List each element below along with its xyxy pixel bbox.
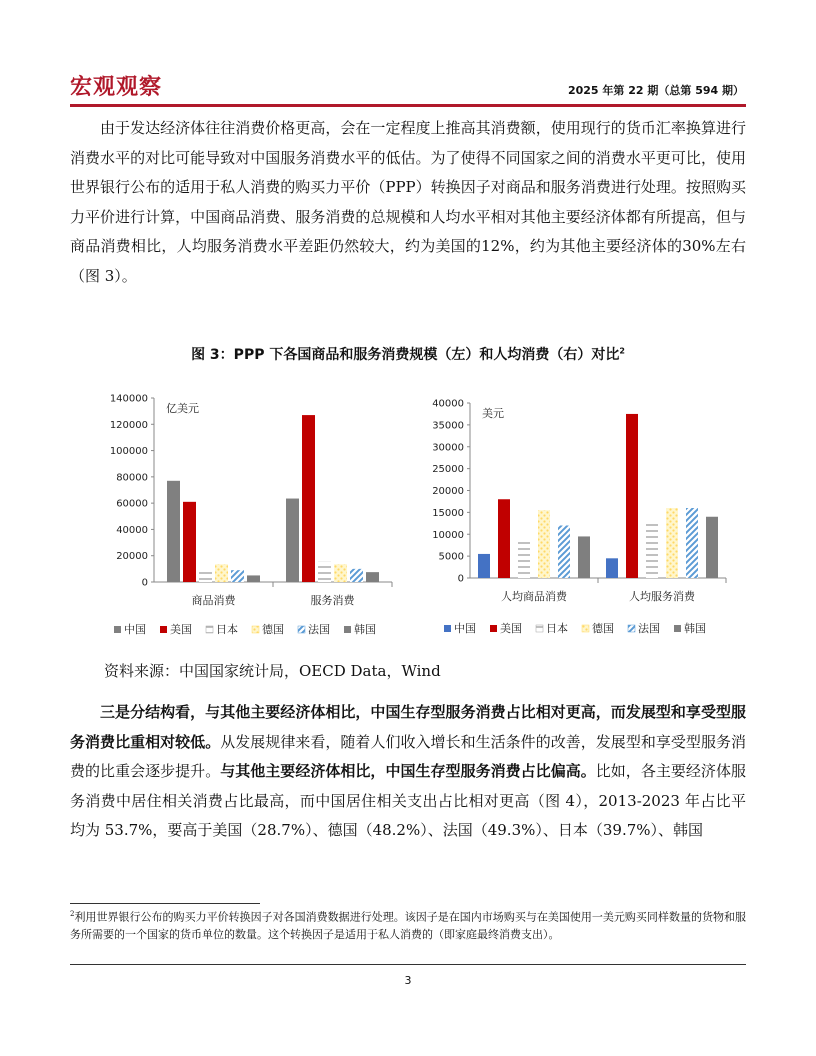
- y-tick-label: 20000: [116, 551, 148, 563]
- y-tick-label: 30000: [432, 442, 464, 454]
- chart-left-consumption-scale: [70, 385, 400, 645]
- bar-美国-商品消费: [183, 502, 196, 582]
- header-rule: [70, 104, 746, 107]
- legend-swatch-日本: [536, 625, 543, 632]
- legend-swatch-中国: [444, 625, 451, 632]
- bar-美国-人均商品消费: [498, 499, 510, 578]
- legend-label: 德国: [262, 623, 284, 636]
- category-label: 商品消费: [191, 594, 236, 607]
- bar-法国-商品消费: [231, 570, 244, 582]
- legend-label: 中国: [454, 622, 476, 635]
- paragraph-2-text-2: 比如，各主要经济体服务消费中居住相关消费占比最高，而中国居住相关支出占比相对更高（图 4），2013-2023 年占比平均为 53.7%，要高于美国（28.7%）、德国（48.2%）、法国（49.3%）、日本（39.7%）、韩国: [70, 762, 746, 839]
- legend-label: 韩国: [684, 622, 706, 635]
- bar-中国-人均商品消费: [478, 554, 490, 578]
- chart-right-per-capita-consumption: [408, 385, 738, 645]
- y-tick-label: 60000: [116, 498, 148, 510]
- category-label: 服务消费: [310, 594, 355, 607]
- legend-label: 德国: [592, 622, 614, 635]
- legend-swatch-德国: [582, 625, 589, 632]
- y-tick-label: 35000: [432, 420, 464, 432]
- bar-法国-人均商品消费: [558, 526, 570, 579]
- y-tick-label: 5000: [438, 551, 464, 563]
- legend-label: 日本: [216, 623, 238, 636]
- y-tick-label: 0: [457, 573, 464, 585]
- legend-label: 美国: [170, 623, 192, 636]
- footnote: [70, 906, 746, 943]
- bottom-rule: [70, 964, 746, 965]
- y-tick-label: 40000: [116, 524, 148, 536]
- y-tick-label: 100000: [109, 446, 148, 458]
- y-tick-label: 40000: [432, 398, 464, 410]
- bar-韩国-服务消费: [366, 572, 379, 582]
- footnote-rule: [70, 903, 260, 904]
- bar-中国-商品消费: [167, 481, 180, 582]
- y-tick-label: 15000: [432, 507, 464, 519]
- bar-中国-服务消费: [286, 499, 299, 582]
- legend-swatch-德国: [252, 626, 259, 633]
- paragraph-2-text-1: 从发展规律来看，随着人们收入增长和生活条件的改善，发展型和享受型服务消费的比重会逐步提升。: [70, 732, 746, 780]
- legend-swatch-美国: [490, 625, 497, 632]
- legend-swatch-韩国: [344, 626, 351, 633]
- bar-法国-人均服务消费: [686, 508, 698, 578]
- bar-德国-人均服务消费: [666, 508, 678, 578]
- bar-日本-人均服务消费: [646, 523, 658, 578]
- bar-韩国-人均商品消费: [578, 536, 590, 578]
- bar-德国-服务消费: [334, 564, 347, 582]
- category-label: 人均服务消费: [629, 590, 695, 603]
- legend-label: 韩国: [354, 623, 376, 636]
- legend-label: 美国: [500, 622, 522, 635]
- legend-label: 日本: [546, 622, 568, 635]
- y-tick-label: 0: [141, 577, 148, 589]
- y-tick-label: 20000: [432, 486, 464, 497]
- figure-title-text: 图 3：PPP 下各国商品和服务消费规模（左）和人均消费（右）对比: [191, 347, 620, 363]
- legend-swatch-日本: [206, 626, 213, 633]
- paragraph-2: [70, 698, 746, 846]
- figure-source: 资料来源：中国国家统计局，OECD Data，Wind: [104, 662, 441, 680]
- category-label: 人均商品消费: [501, 590, 567, 603]
- legend-swatch-法国: [298, 626, 305, 633]
- paragraph-2-bold-2: 与其他主要经济体相比，中国生存型服务消费占比偏高。: [220, 762, 596, 780]
- bar-韩国-人均服务消费: [706, 517, 718, 578]
- unit-label: 亿美元: [166, 402, 199, 415]
- y-tick-label: 25000: [432, 464, 464, 476]
- bar-德国-人均商品消费: [538, 510, 550, 578]
- y-tick-label: 80000: [116, 472, 148, 484]
- y-tick-label: 140000: [109, 393, 148, 405]
- issue-number: 2025 年第 22 期（总第 594 期）: [567, 84, 744, 97]
- paragraph-1: [70, 114, 746, 291]
- footnote-text: 利用世界银行公布的购买力平价转换因子对各国消费数据进行处理。该因子是在国内市场购买与在美国使用一美元购买同样数量的货物和服务所需要的一个国家的货币单位的数量。这个转换因子是适用于私人消费的（即家庭最终消费支出）。: [70, 910, 746, 941]
- bar-日本-人均商品消费: [518, 539, 530, 578]
- paragraph-2-bold-1: 三是分结构看，与其他主要经济体相比，中国生存型服务消费占比相对更高，而发展型和享受型服务消费比重相对较低。: [70, 703, 746, 751]
- paragraph-1-text: 由于发达经济体往往消费价格更高，会在一定程度上推高其消费额，使用现行的货币汇率换算进行消费水平的对比可能导致对中国服务消费水平的低估。为了使得不同国家之间的消费水平更可比，使用世界银行公布的适用于私人消费的购买力平价（PPP）转换因子对商品和服务消费进行处理。按照购买力平价进行计算，中国商品消费、服务消费的总规模和人均水平相对其他主要经济体都有所提高，但与商品消费相比，人均服务消费水平差距仍然较大，约为美国的12%，约为其他主要经济体的30%左右（图 3）。: [70, 119, 746, 285]
- legend-swatch-美国: [160, 626, 167, 633]
- bar-美国-人均服务消费: [626, 414, 638, 578]
- bar-日本-服务消费: [318, 562, 331, 582]
- legend-label: 法国: [638, 622, 660, 635]
- legend-label: 中国: [124, 623, 146, 636]
- bar-日本-商品消费: [199, 570, 212, 582]
- bar-美国-服务消费: [302, 415, 315, 582]
- footnote-mark: 2: [70, 910, 75, 918]
- bar-中国-人均服务消费: [606, 558, 618, 578]
- bar-韩国-商品消费: [247, 575, 260, 582]
- y-tick-label: 10000: [432, 529, 464, 541]
- unit-label: 美元: [482, 407, 504, 420]
- figure-title: [70, 344, 746, 364]
- figure-footnote-mark: 2: [619, 346, 625, 356]
- bar-法国-服务消费: [350, 569, 363, 582]
- header-title: 宏观观察: [70, 75, 163, 100]
- bar-德国-商品消费: [215, 564, 228, 582]
- legend-swatch-中国: [114, 626, 121, 633]
- page-number: 3: [404, 974, 412, 987]
- legend-swatch-韩国: [674, 625, 681, 632]
- legend-label: 法国: [308, 623, 330, 636]
- legend-swatch-法国: [628, 625, 635, 632]
- y-tick-label: 120000: [109, 419, 148, 431]
